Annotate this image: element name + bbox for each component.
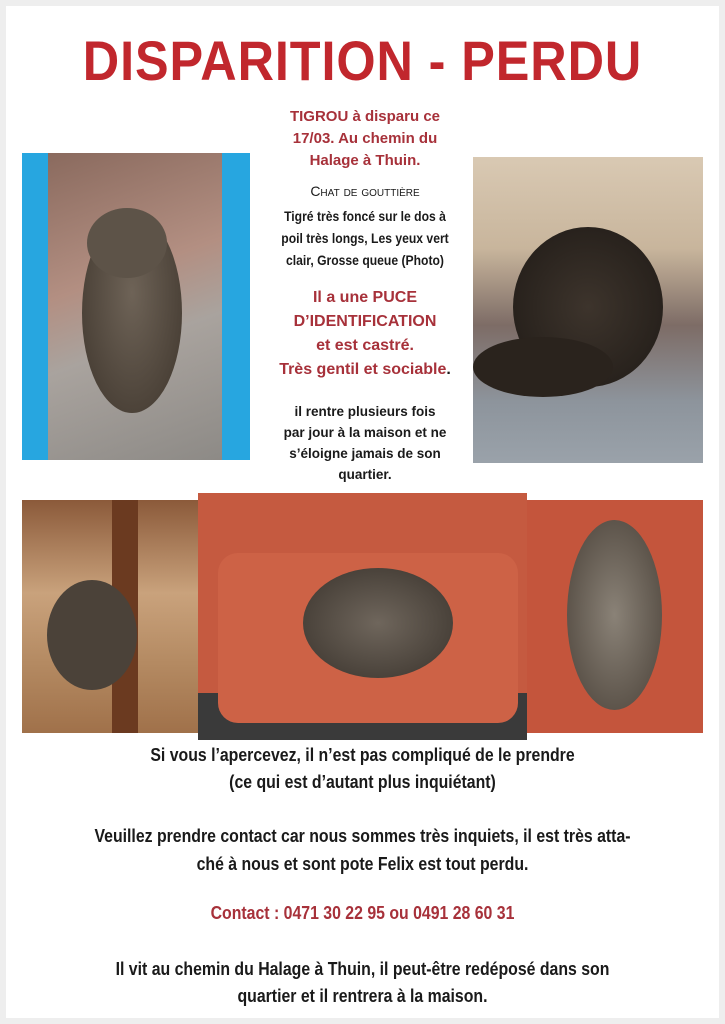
intro-line: Halage à Thuin. xyxy=(309,152,421,169)
easy-catch-note xyxy=(44,742,682,796)
period: . xyxy=(446,361,451,378)
chip-info xyxy=(252,286,478,382)
chip-sociable: Très gentil et sociable xyxy=(279,361,447,378)
breed: Chat de gouttière xyxy=(310,183,420,199)
intro-line: TIGROU à disparu ce xyxy=(289,108,441,125)
chip-line: D’IDENTIFICATION xyxy=(293,313,437,330)
habits-line: quartier. xyxy=(338,467,392,482)
cat-photo-lying-on-back xyxy=(527,500,703,733)
habits-line: s’éloigne jamais de son xyxy=(289,446,441,461)
disappearance-info xyxy=(252,106,478,172)
intro-line: 17/03. Au chemin du xyxy=(292,130,438,147)
cat-photo-curled-up xyxy=(198,493,527,740)
return-line: quartier et il rentrera à la maison. xyxy=(237,986,488,1006)
description-line: poil très longs, Les yeux vert xyxy=(281,231,449,246)
cat-photo-on-bed xyxy=(473,157,703,463)
chip-line xyxy=(252,358,478,382)
contact-phone[interactable]: Contact : 0471 30 22 95 ou 0491 28 60 31 xyxy=(210,903,515,923)
habits xyxy=(252,401,478,485)
easy-catch-line: (ce qui est d’autant plus inquiétant) xyxy=(229,772,496,792)
cat-photo-sitting xyxy=(22,153,250,460)
description-line: Tigré très foncé sur le dos à xyxy=(284,209,446,224)
return-info xyxy=(44,956,682,1010)
habits-line: il rentre plusieurs fois xyxy=(294,404,436,419)
plea-line: Veuillez prendre contact car nous sommes très inquiets, il est très atta- xyxy=(94,826,631,846)
description-line: clair, Grosse queue (Photo) xyxy=(285,253,444,268)
plea-line: ché à nous et sont pote Felix est tout perdu. xyxy=(196,854,529,874)
description xyxy=(263,206,466,272)
poster-title: DISPARITION - PERDU xyxy=(82,29,643,92)
cat-photo-chair-upside-down xyxy=(22,500,198,733)
chip-line: et est castré. xyxy=(316,337,414,354)
easy-catch-line: Si vous l’apercevez, il n’est pas compliqué de le prendre xyxy=(150,745,575,765)
habits-line: par jour à la maison et ne xyxy=(283,425,447,440)
chip-line: Il a une PUCE xyxy=(312,289,418,306)
return-line: Il vit au chemin du Halage à Thuin, il peut-être redéposé dans son xyxy=(115,959,610,979)
plea xyxy=(44,822,682,878)
